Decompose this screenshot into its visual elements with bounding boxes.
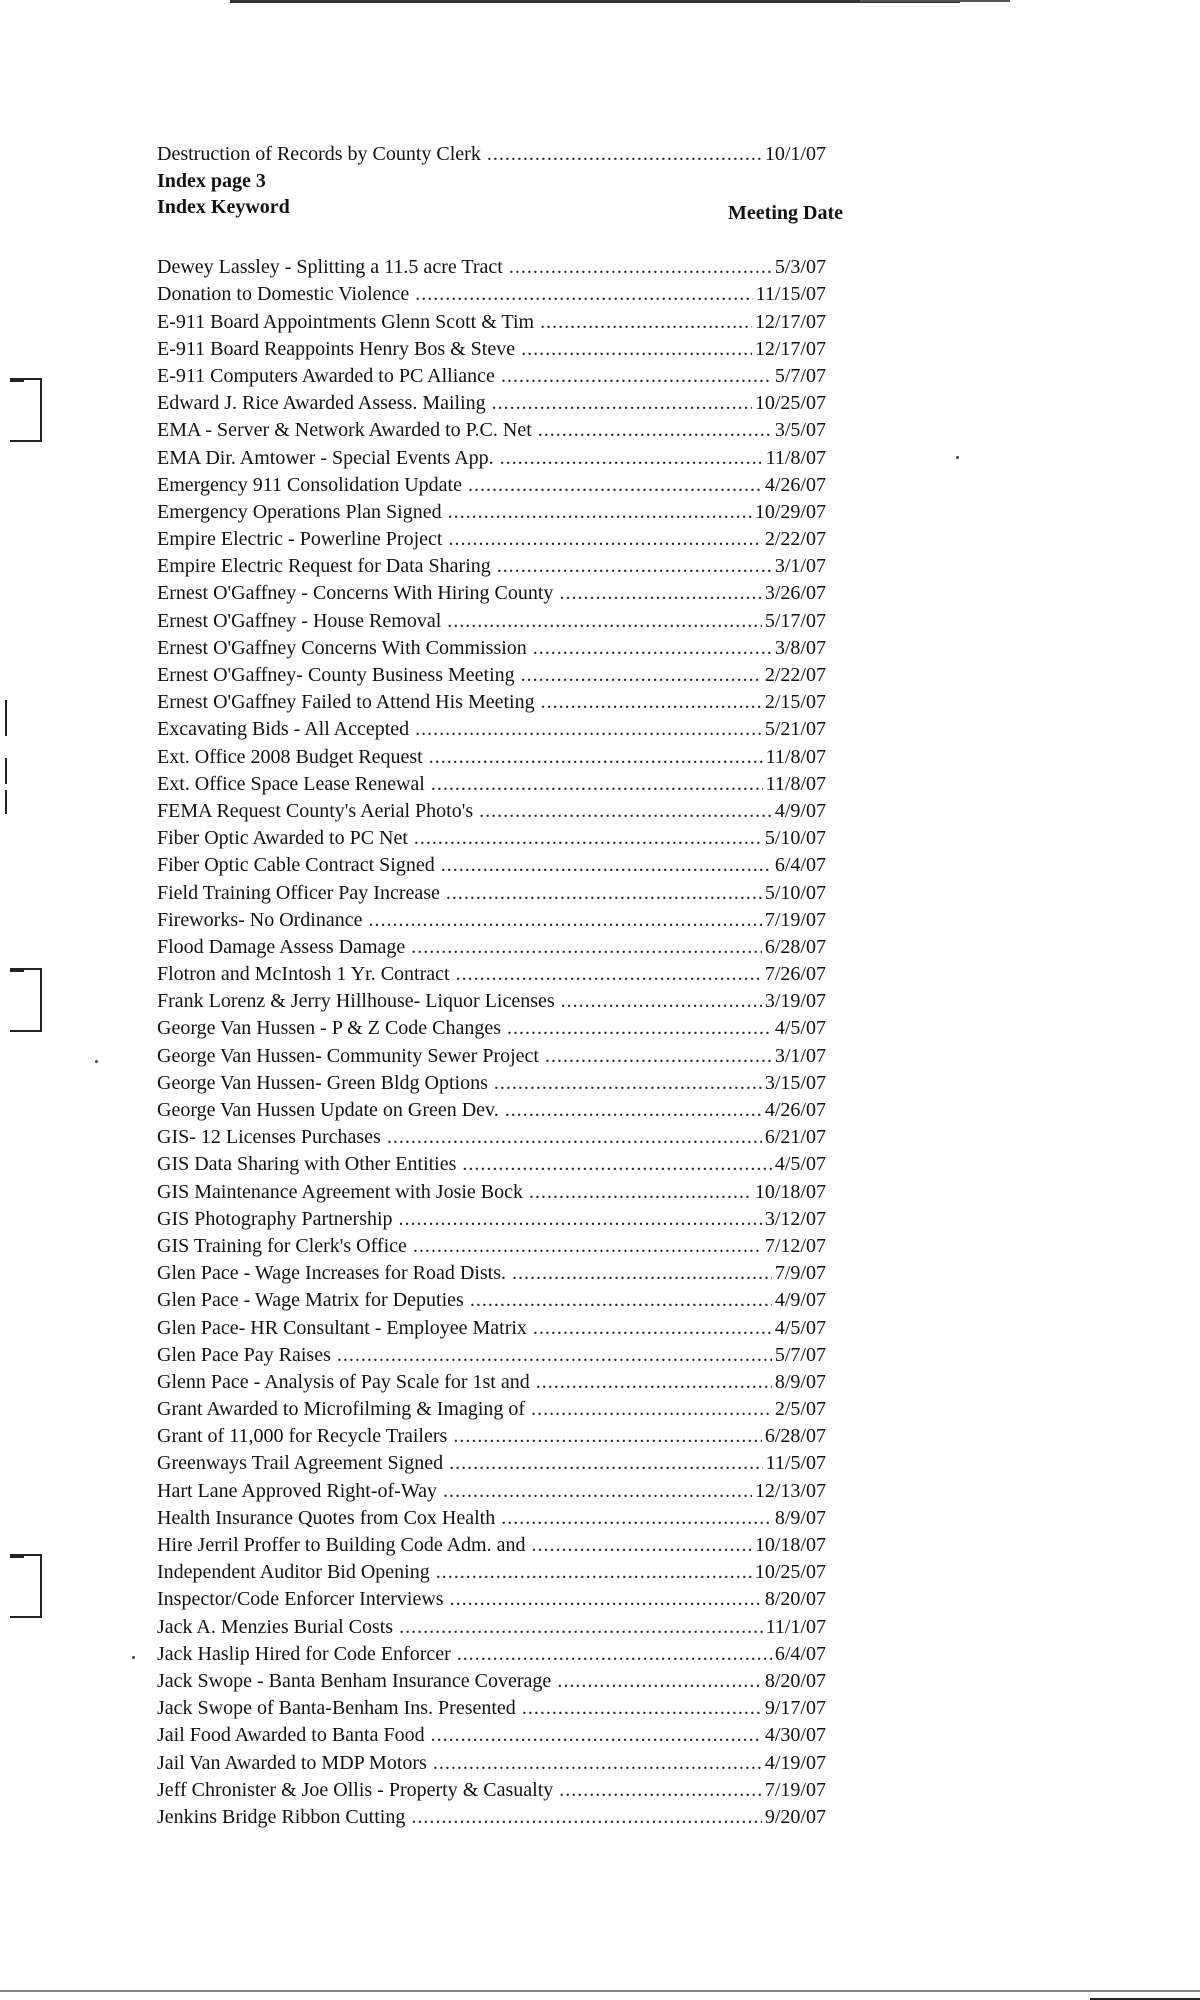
dot-leader bbox=[470, 1287, 772, 1314]
dot-leader bbox=[540, 309, 752, 336]
entry-keyword: Ernest O'Gaffney - Concerns With Hiring County bbox=[157, 582, 554, 605]
entry-date: 10/25/07 bbox=[754, 1561, 826, 1584]
dot-leader bbox=[559, 1777, 762, 1804]
entry-date: 3/5/07 bbox=[774, 419, 826, 442]
index-entry bbox=[157, 1260, 843, 1287]
entry-date: 4/30/07 bbox=[764, 1724, 826, 1747]
speck bbox=[956, 456, 959, 459]
index-entry bbox=[157, 1804, 843, 1831]
entry-date: 3/15/07 bbox=[764, 1071, 826, 1094]
entry-keyword: Excavating Bids - All Accepted bbox=[157, 718, 410, 741]
entry-date: 9/17/07 bbox=[764, 1697, 826, 1720]
index-entry bbox=[157, 336, 843, 363]
entry-date: 10/1/07 bbox=[764, 143, 826, 165]
index-entry bbox=[157, 281, 843, 308]
entry-keyword: Glen Pace- HR Consultant - Employee Matrix bbox=[157, 1316, 527, 1339]
index-entry bbox=[157, 1097, 843, 1124]
index-entry bbox=[157, 825, 843, 852]
dot-leader bbox=[431, 1722, 762, 1749]
index-entry bbox=[157, 1695, 843, 1722]
index-entry bbox=[157, 798, 843, 825]
entry-date: 2/22/07 bbox=[764, 528, 826, 551]
entry-date: 4/26/07 bbox=[764, 1099, 826, 1121]
index-entry bbox=[157, 1396, 843, 1423]
entry-keyword: George Van Hussen Update on Green Dev. bbox=[157, 1099, 499, 1121]
entry-keyword: Independent Auditor Bid Opening bbox=[157, 1561, 430, 1584]
entry-keyword: Empire Electric Request for Data Sharing bbox=[157, 555, 491, 578]
margin-mark bbox=[5, 758, 7, 784]
entry-keyword: Fiber Optic Cable Contract Signed bbox=[157, 854, 435, 877]
entry-date: 8/9/07 bbox=[774, 1370, 826, 1393]
entry-keyword: Ernest O'Gaffney- County Business Meeting bbox=[157, 664, 515, 686]
entry-keyword: Ernest O'Gaffney - House Removal bbox=[157, 609, 442, 632]
entry-keyword: Jenkins Bridge Ribbon Cutting bbox=[157, 1805, 406, 1828]
dot-leader bbox=[448, 499, 752, 526]
index-entry bbox=[157, 1668, 843, 1695]
dot-leader bbox=[522, 1695, 762, 1722]
index-entry bbox=[157, 1450, 843, 1477]
dot-leader bbox=[492, 390, 752, 417]
margin-mark bbox=[5, 790, 7, 814]
entry-keyword: Jack Haslip Hired for Code Enforcer bbox=[157, 1642, 451, 1665]
index-entry bbox=[157, 1559, 843, 1586]
margin-mark bbox=[5, 700, 7, 736]
entry-date: 8/9/07 bbox=[774, 1506, 826, 1529]
entry-keyword: George Van Hussen - P & Z Code Changes bbox=[157, 1017, 502, 1040]
entry-date: 5/7/07 bbox=[774, 364, 826, 387]
entry-keyword: Glen Pace - Wage Increases for Road Dists. bbox=[157, 1262, 507, 1285]
entry-keyword: Fireworks- No Ordinance bbox=[157, 908, 363, 931]
entry-date: 12/17/07 bbox=[754, 337, 826, 360]
entry-keyword: Jack A. Menzies Burial Costs bbox=[157, 1615, 394, 1638]
index-entry bbox=[157, 1043, 843, 1070]
entry-date: 3/8/07 bbox=[774, 636, 826, 659]
dot-leader bbox=[509, 254, 772, 281]
first-entry bbox=[157, 141, 843, 168]
dot-leader bbox=[536, 1369, 772, 1396]
dot-leader bbox=[505, 1097, 762, 1124]
entry-keyword: Hire Jerril Proffer to Building Code Adm. and bbox=[157, 1534, 526, 1556]
entry-keyword: GIS Photography Partnership bbox=[157, 1207, 393, 1230]
scan-edge-top bbox=[230, 0, 960, 3]
index-entry bbox=[157, 1315, 843, 1342]
entry-keyword: Greenways Trail Agreement Signed bbox=[157, 1452, 444, 1475]
entry-date: 12/13/07 bbox=[754, 1479, 826, 1502]
entry-keyword: Edward J. Rice Awarded Assess. Mailing bbox=[157, 392, 486, 415]
index-entry bbox=[157, 771, 843, 798]
entry-keyword: Destruction of Records by County Clerk bbox=[157, 143, 481, 165]
dot-leader bbox=[559, 580, 761, 607]
index-entry bbox=[157, 744, 843, 771]
index-entry bbox=[157, 1070, 843, 1097]
entry-date: 7/12/07 bbox=[764, 1234, 826, 1257]
entry-date: 10/29/07 bbox=[754, 500, 826, 523]
binder-hole-top bbox=[10, 378, 42, 442]
dot-leader bbox=[487, 141, 762, 168]
dot-leader bbox=[557, 1668, 762, 1695]
entry-date: 3/12/07 bbox=[764, 1207, 826, 1230]
entry-keyword: E-911 Computers Awarded to PC Alliance bbox=[157, 364, 495, 387]
dot-leader bbox=[500, 445, 763, 472]
index-entry bbox=[157, 1124, 843, 1151]
entry-date: 2/5/07 bbox=[774, 1398, 826, 1421]
dot-leader bbox=[369, 907, 762, 934]
dot-leader bbox=[450, 1586, 762, 1613]
entry-date: 5/21/07 bbox=[764, 718, 826, 741]
dot-leader bbox=[494, 1070, 762, 1097]
entry-keyword: Emergency 911 Consolidation Update bbox=[157, 473, 462, 496]
entry-date: 3/1/07 bbox=[774, 1044, 826, 1067]
speck bbox=[132, 1656, 135, 1659]
dot-leader bbox=[443, 1478, 752, 1505]
dot-leader bbox=[387, 1124, 762, 1151]
page-corner-edge bbox=[1090, 0, 1200, 2000]
entry-date: 2/22/07 bbox=[764, 664, 826, 686]
index-entry bbox=[157, 1015, 843, 1042]
binder-hole-middle bbox=[10, 968, 42, 1032]
page-label: Index page 3 bbox=[157, 170, 266, 193]
entry-keyword: GIS- 12 Licenses Purchases bbox=[157, 1126, 381, 1149]
index-entry bbox=[157, 390, 843, 417]
entry-date: 5/10/07 bbox=[764, 827, 826, 850]
index-entry bbox=[157, 1287, 843, 1314]
index-entry bbox=[157, 934, 843, 961]
dot-leader bbox=[538, 417, 772, 444]
dot-leader bbox=[414, 825, 762, 852]
dot-leader bbox=[531, 1396, 772, 1423]
entry-date: 6/4/07 bbox=[774, 854, 826, 877]
entry-keyword: George Van Hussen- Community Sewer Project bbox=[157, 1044, 539, 1067]
dot-leader bbox=[411, 934, 762, 961]
index-entry bbox=[157, 1722, 843, 1749]
dot-leader bbox=[399, 1614, 763, 1641]
entry-date: 4/9/07 bbox=[774, 1289, 826, 1312]
entry-keyword: Flood Damage Assess Damage bbox=[157, 935, 406, 958]
entry-keyword: GIS Maintenance Agreement with Josie Bock bbox=[157, 1180, 524, 1203]
entry-date: 11/5/07 bbox=[765, 1452, 826, 1475]
entry-keyword: Grant Awarded to Microfilming & Imaging of bbox=[157, 1398, 526, 1421]
index-entry bbox=[157, 716, 843, 743]
index-entry bbox=[157, 635, 843, 662]
entry-keyword: Emergency Operations Plan Signed bbox=[157, 500, 442, 523]
entry-date: 7/9/07 bbox=[774, 1262, 826, 1285]
dot-leader bbox=[411, 1804, 762, 1831]
entry-date: 10/18/07 bbox=[754, 1534, 826, 1556]
dot-leader bbox=[501, 1505, 772, 1532]
entry-keyword: Dewey Lassley - Splitting a 11.5 acre Tract bbox=[157, 256, 503, 279]
entry-keyword: GIS Data Sharing with Other Entities bbox=[157, 1153, 457, 1176]
dot-leader bbox=[501, 363, 772, 390]
scan-edge-bottom bbox=[0, 1990, 1200, 1992]
entry-date: 4/5/07 bbox=[774, 1316, 826, 1339]
index-entry bbox=[157, 472, 843, 499]
entry-keyword: EMA - Server & Network Awarded to P.C. Net bbox=[157, 419, 532, 442]
dot-leader bbox=[429, 744, 763, 771]
entry-date: 11/8/07 bbox=[765, 772, 826, 795]
entry-keyword: Ernest O'Gaffney Concerns With Commission bbox=[157, 636, 527, 659]
entry-date: 6/28/07 bbox=[764, 935, 826, 958]
index-entry bbox=[157, 1505, 843, 1532]
entry-keyword: Ext. Office Space Lease Renewal bbox=[157, 772, 425, 795]
entry-keyword: Inspector/Code Enforcer Interviews bbox=[157, 1588, 444, 1611]
entry-date: 6/28/07 bbox=[764, 1425, 826, 1448]
index-entry bbox=[157, 1586, 843, 1613]
entry-date: 3/26/07 bbox=[764, 582, 826, 605]
index-entry bbox=[157, 499, 843, 526]
dot-leader bbox=[521, 336, 752, 363]
entry-date: 6/4/07 bbox=[774, 1642, 826, 1665]
entry-date: 11/8/07 bbox=[765, 446, 826, 469]
dot-leader bbox=[512, 1260, 772, 1287]
dot-leader bbox=[415, 716, 762, 743]
dot-leader bbox=[497, 553, 772, 580]
index-entry bbox=[157, 988, 843, 1015]
index-entry bbox=[157, 254, 843, 281]
entry-keyword: Glenn Pace - Analysis of Pay Scale for 1st and bbox=[157, 1370, 530, 1393]
column-header-date: Meeting Date bbox=[728, 202, 843, 225]
index-entry bbox=[157, 1478, 843, 1505]
entry-keyword: Jeff Chronister & Joe Ollis - Property & Casualty bbox=[157, 1778, 554, 1801]
index-entry bbox=[157, 852, 843, 879]
entry-date: 3/19/07 bbox=[764, 990, 826, 1013]
entry-date: 5/17/07 bbox=[764, 609, 826, 632]
index-entry bbox=[157, 1151, 843, 1178]
entry-date: 4/5/07 bbox=[774, 1153, 826, 1176]
dot-leader bbox=[413, 1233, 762, 1260]
dot-leader bbox=[436, 1559, 752, 1586]
entry-keyword: Donation to Domestic Violence bbox=[157, 283, 410, 306]
dot-leader bbox=[448, 526, 761, 553]
speck bbox=[95, 1060, 98, 1063]
dot-leader bbox=[453, 1423, 762, 1450]
index-entry bbox=[157, 553, 843, 580]
entry-keyword: Frank Lorenz & Jerry Hillhouse- Liquor Licenses bbox=[157, 990, 555, 1013]
entry-keyword: Flotron and McIntosh 1 Yr. Contract bbox=[157, 963, 450, 986]
index-entry bbox=[157, 1342, 843, 1369]
index-entry bbox=[157, 526, 843, 553]
index-entry bbox=[157, 1614, 843, 1641]
index-entry bbox=[157, 309, 843, 336]
index-entries bbox=[157, 254, 843, 1831]
entry-date: 8/20/07 bbox=[764, 1588, 826, 1611]
index-entry bbox=[157, 1641, 843, 1668]
entry-keyword: GIS Training for Clerk's Office bbox=[157, 1234, 407, 1257]
entry-keyword: FEMA Request County's Aerial Photo's bbox=[157, 799, 474, 822]
dot-leader bbox=[441, 852, 772, 879]
dot-leader bbox=[533, 635, 772, 662]
entry-date: 5/7/07 bbox=[774, 1343, 826, 1366]
binder-hole-bottom bbox=[10, 1554, 42, 1618]
dot-leader bbox=[545, 1043, 772, 1070]
entry-date: 9/20/07 bbox=[764, 1805, 826, 1828]
index-entry bbox=[157, 580, 843, 607]
index-entry bbox=[157, 363, 843, 390]
index-entry bbox=[157, 907, 843, 934]
entry-keyword: Field Training Officer Pay Increase bbox=[157, 881, 440, 904]
dot-leader bbox=[533, 1315, 772, 1342]
index-entry bbox=[157, 1206, 843, 1233]
index-entry bbox=[157, 662, 843, 689]
dot-leader bbox=[462, 1151, 771, 1178]
index-entry bbox=[157, 445, 843, 472]
entry-date: 11/8/07 bbox=[765, 745, 826, 768]
entry-keyword: Ext. Office 2008 Budget Request bbox=[157, 745, 423, 768]
entry-date: 7/19/07 bbox=[764, 1778, 826, 1801]
entry-date: 4/5/07 bbox=[774, 1017, 826, 1040]
dot-leader bbox=[507, 1015, 772, 1042]
dot-leader bbox=[561, 988, 762, 1015]
entry-date: 7/19/07 bbox=[764, 908, 826, 931]
entry-date: 10/18/07 bbox=[754, 1180, 826, 1203]
entry-date: 10/25/07 bbox=[754, 392, 826, 415]
index-entry bbox=[157, 689, 843, 716]
entry-date: 11/1/07 bbox=[765, 1615, 826, 1638]
dot-leader bbox=[531, 1532, 751, 1559]
index-entry bbox=[157, 1369, 843, 1396]
entry-date: 5/10/07 bbox=[764, 881, 826, 904]
entry-keyword: Grant of 11,000 for Recycle Trailers bbox=[157, 1425, 448, 1448]
index-page bbox=[157, 141, 843, 1831]
dot-leader bbox=[457, 1641, 772, 1668]
entry-date: 4/26/07 bbox=[764, 473, 826, 496]
entry-keyword: Jail Van Awarded to MDP Motors bbox=[157, 1751, 427, 1774]
entry-date: 6/21/07 bbox=[764, 1126, 826, 1149]
dot-leader bbox=[447, 608, 762, 635]
entry-keyword: Ernest O'Gaffney Failed to Attend His Meeting bbox=[157, 691, 535, 714]
dot-leader bbox=[468, 472, 762, 499]
entry-keyword: E-911 Board Appointments Glenn Scott & Tim bbox=[157, 310, 535, 333]
entry-date: 3/1/07 bbox=[774, 555, 826, 578]
entry-date: 5/3/07 bbox=[774, 256, 826, 279]
dot-leader bbox=[433, 1750, 762, 1777]
entry-date: 12/17/07 bbox=[754, 310, 826, 333]
entry-keyword: Hart Lane Approved Right-of-Way bbox=[157, 1479, 437, 1502]
dot-leader bbox=[446, 880, 762, 907]
entry-date: 7/26/07 bbox=[764, 963, 826, 986]
scan-edge-top-right bbox=[860, 0, 1010, 2]
entry-keyword: Health Insurance Quotes from Cox Health bbox=[157, 1506, 496, 1529]
index-entry bbox=[157, 1179, 843, 1206]
entry-keyword: EMA Dir. Amtower - Special Events App. bbox=[157, 446, 494, 469]
entry-date: 4/19/07 bbox=[764, 1751, 826, 1774]
dot-leader bbox=[431, 771, 763, 798]
dot-leader bbox=[479, 798, 772, 825]
column-header-keyword: Index Keyword bbox=[157, 196, 290, 219]
dot-leader bbox=[456, 961, 762, 988]
entry-keyword: Jack Swope of Banta-Benham Ins. Presented bbox=[157, 1697, 516, 1720]
entry-keyword: George Van Hussen- Green Bldg Options bbox=[157, 1071, 488, 1094]
dot-leader bbox=[529, 1179, 752, 1206]
dot-leader bbox=[521, 662, 762, 689]
dot-leader bbox=[337, 1342, 772, 1369]
dot-leader bbox=[415, 281, 752, 308]
dot-leader bbox=[541, 689, 762, 716]
entry-keyword: Glen Pace - Wage Matrix for Deputies bbox=[157, 1289, 464, 1312]
column-headers bbox=[157, 194, 843, 225]
index-entry bbox=[157, 417, 843, 444]
entry-keyword: E-911 Board Reappoints Henry Bos & Steve bbox=[157, 337, 516, 360]
entry-keyword: Jail Food Awarded to Banta Food bbox=[157, 1724, 425, 1747]
index-entry bbox=[157, 961, 843, 988]
entry-keyword: Fiber Optic Awarded to PC Net bbox=[157, 827, 408, 850]
entry-date: 11/15/07 bbox=[755, 283, 826, 306]
index-entry bbox=[157, 1423, 843, 1450]
index-entry bbox=[157, 608, 843, 635]
dot-leader bbox=[399, 1206, 762, 1233]
entry-keyword: Glen Pace Pay Raises bbox=[157, 1343, 331, 1366]
entry-date: 8/20/07 bbox=[764, 1669, 826, 1692]
index-entry bbox=[157, 880, 843, 907]
entry-keyword: Empire Electric - Powerline Project bbox=[157, 528, 443, 551]
index-entry bbox=[157, 1750, 843, 1777]
dot-leader bbox=[449, 1450, 763, 1477]
index-entry bbox=[157, 1532, 843, 1559]
entry-date: 2/15/07 bbox=[764, 691, 826, 714]
index-entry bbox=[157, 1233, 843, 1260]
entry-date: 4/9/07 bbox=[774, 799, 826, 822]
entry-keyword: Jack Swope - Banta Benham Insurance Coverage bbox=[157, 1669, 552, 1692]
index-entry bbox=[157, 1777, 843, 1804]
